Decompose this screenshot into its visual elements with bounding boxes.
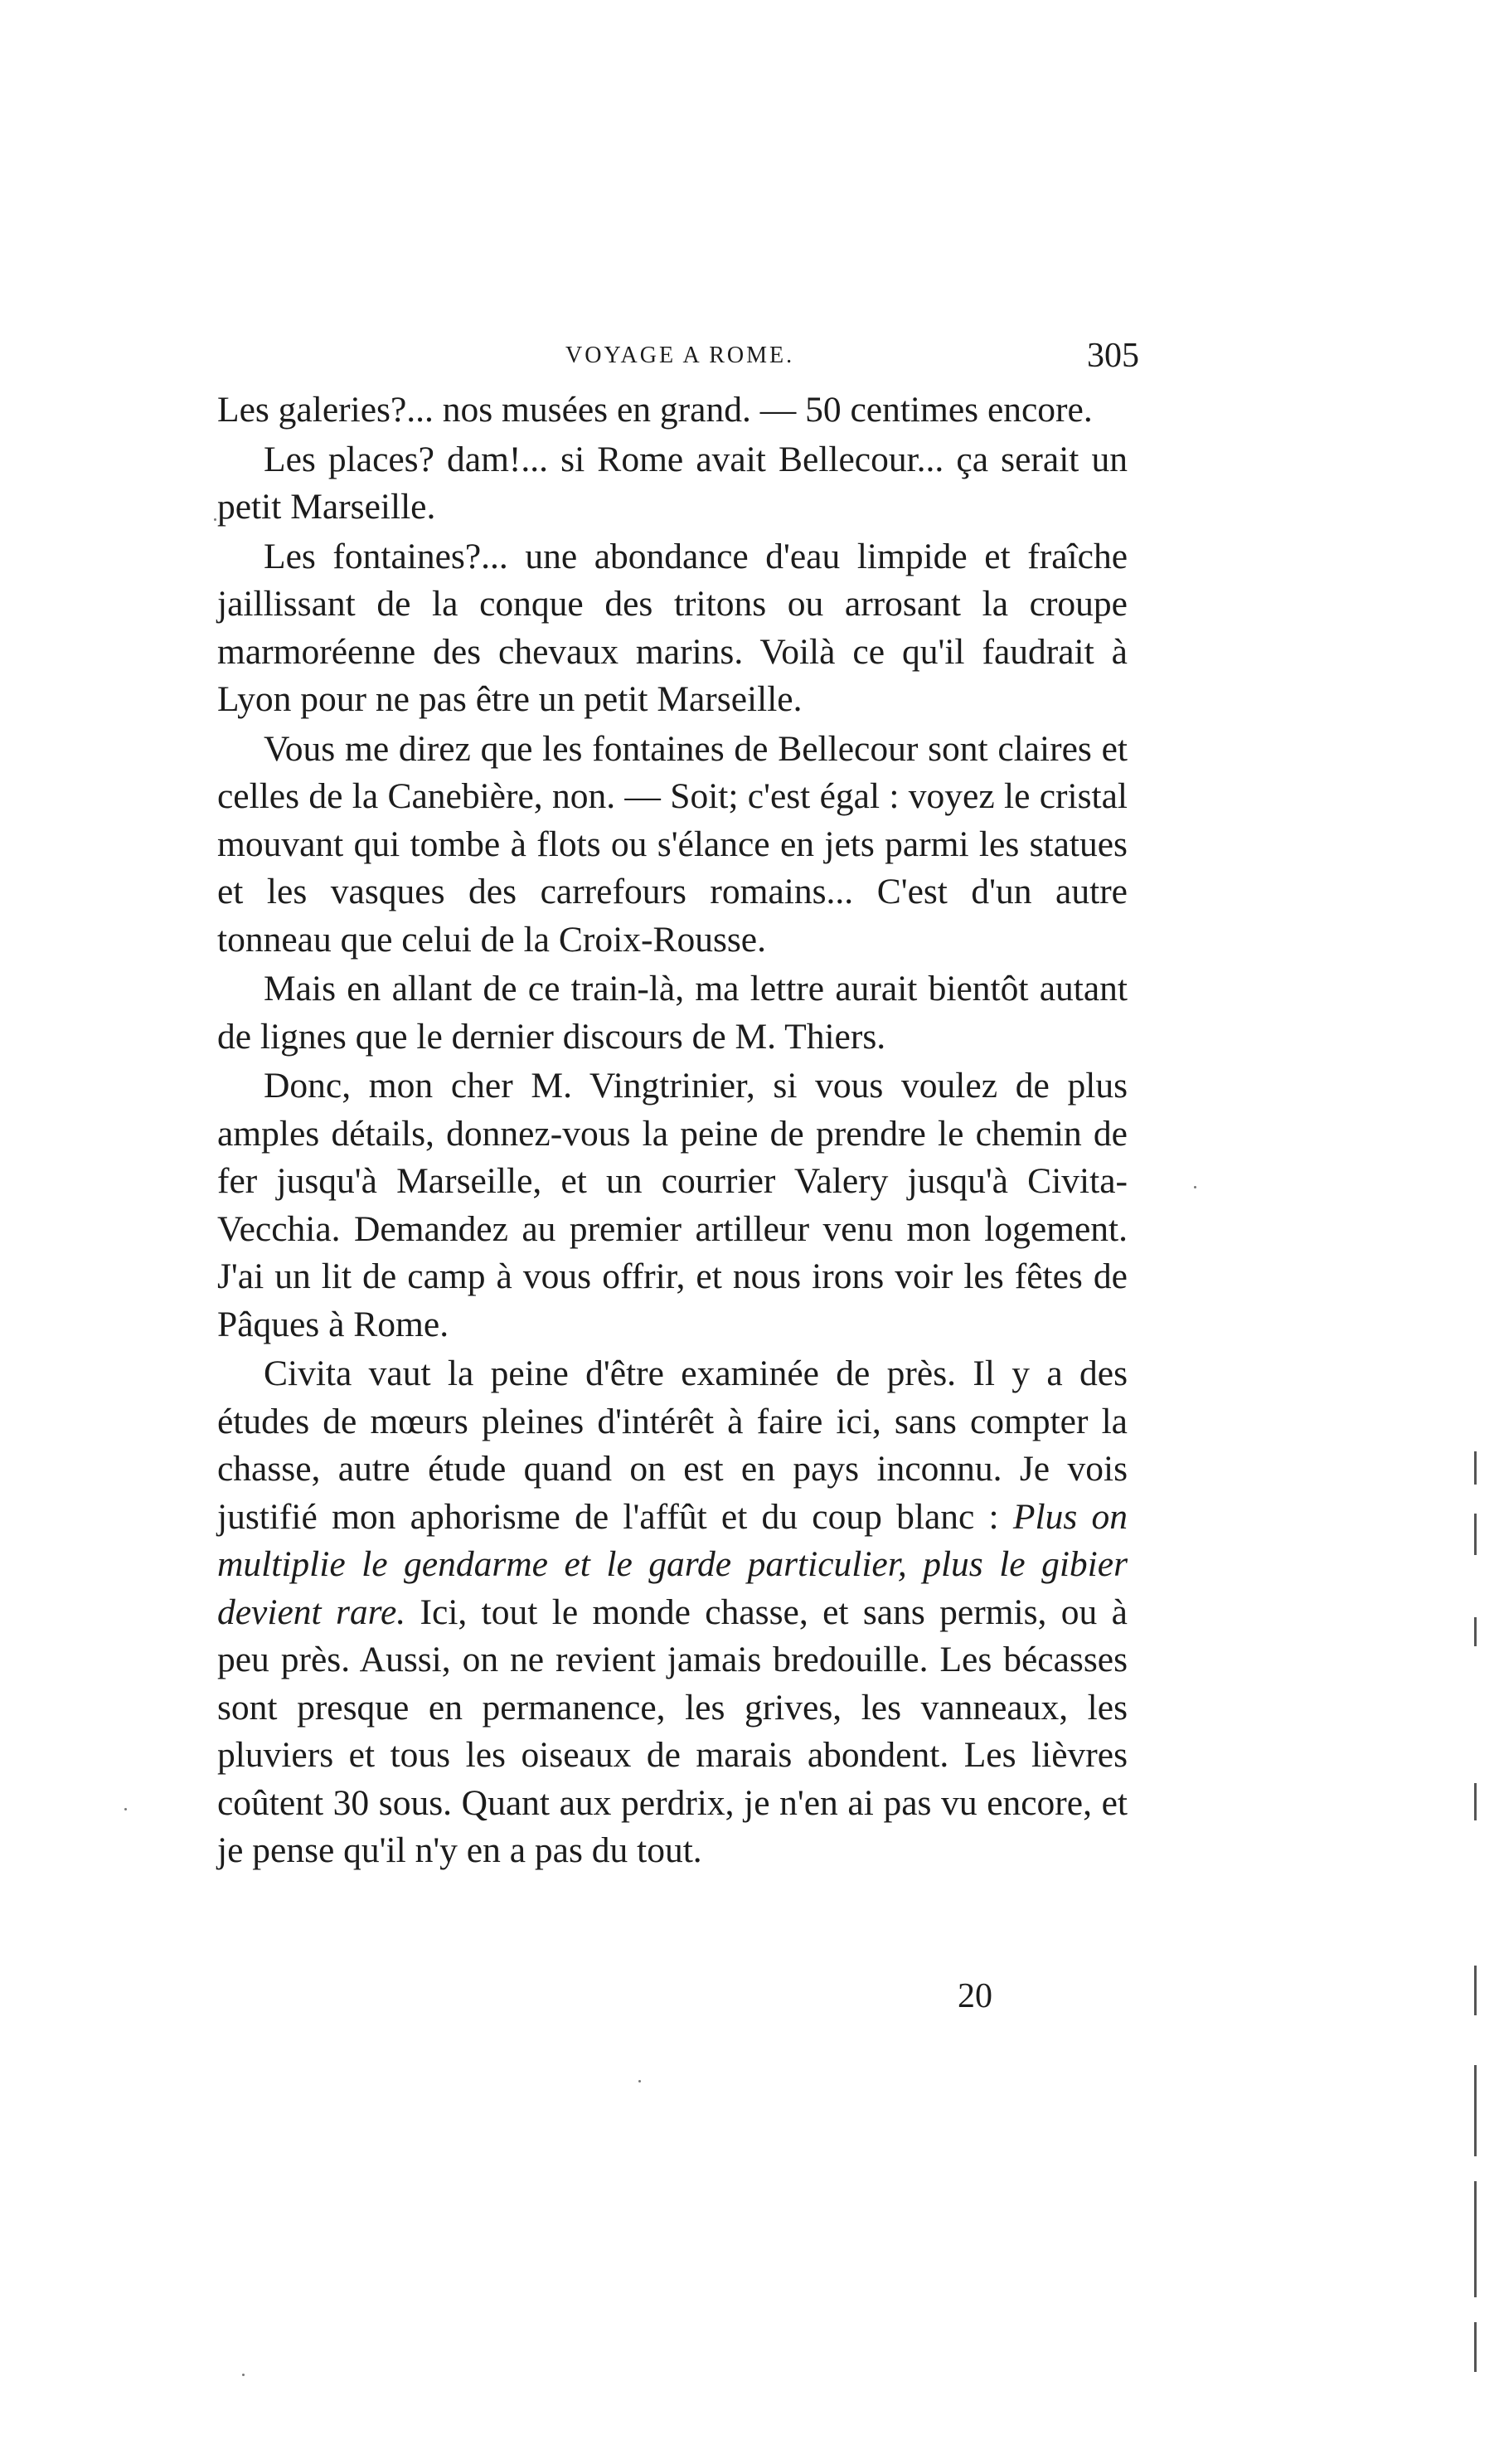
signature-mark: 20	[958, 1977, 992, 2015]
page-header	[217, 336, 1139, 386]
paragraph: Mais en allant de ce train-là, ma lettre aurait bientôt autant de lignes que le dernier discours de M. Thiers.	[217, 969, 1128, 1057]
body-text	[217, 386, 1128, 1875]
paragraph: Vous me direz que les fontaines de Bellecour sont claires et celles de la Canebière, non. — Soit; c'est égal : voyez le cristal mouvant qui tombe à flots ou s'élance en jets parmi les statues et les vasques des carrefours romains... C'est d'un autre tonneau que celui de la Croix-Rousse.	[217, 728, 1128, 960]
scan-mark	[1474, 1966, 1477, 2015]
italic-aphorism: Plus on multiplie le gendarme et le garde particulier, plus le gibier devient rare.	[217, 1496, 1128, 1632]
running-head: VOYAGE A ROME.	[565, 343, 795, 368]
paragraph: Les places? dam!... si Rome avait Bellecour... ça serait un petit Marseille.	[217, 439, 1128, 527]
scan-mark	[1474, 1617, 1477, 1646]
speck	[1194, 1186, 1196, 1188]
paragraph-text: Ici, tout le monde chasse, et sans permis, ou à peu près. Aussi, on ne revient jamais bredouille. Les bécasses sont presque en permanence, les grives, les vanneaux, les pluviers et tous les oiseaux de marais abondent. Les lièvres coûtent 30 sous. Quant aux perdrix, je n'en ai pas vu encore, et je pense qu'il n'y en a pas du tout.	[217, 1592, 1128, 1870]
speck	[638, 2080, 641, 2082]
speck	[124, 1808, 127, 1810]
scan-edge-marks	[1474, 1451, 1481, 2422]
paragraph: Les fontaines?... une abondance d'eau limpide et fraîche jaillissant de la conque des tritons ou arrosant la croupe marmoréenne des chevaux marins. Voilà ce qu'il faudrait à Lyon pour ne pas être un petit Marseille.	[217, 536, 1128, 719]
paragraph: Les galeries?... nos musées en grand. — 50 centimes encore.	[217, 390, 1093, 430]
paragraph: Donc, mon cher M. Vingtrinier, si vous voulez de plus amples détails, donnez-vous la peine de prendre le chemin de fer jusqu'à Marseille, et un courrier Valery jusqu'à Civita-Vecchia. Demandez au premier artilleur venu mon logement. J'ai un lit de camp à vous offrir, et nous irons voir les fêtes de Pâques à Rome.	[217, 1066, 1128, 1344]
speck	[242, 2374, 245, 2376]
page-number: 305	[1087, 337, 1139, 375]
scan-mark	[1474, 2181, 1477, 2297]
scan-mark	[1474, 1783, 1477, 1820]
scan-mark	[1474, 2322, 1477, 2372]
scan-mark	[1474, 1451, 1477, 1485]
scan-mark	[1474, 2065, 1477, 2156]
speck	[214, 518, 216, 521]
paragraph-text: Civita vaut la peine d'être examinée de près. Il y a des études de mœurs pleines d'intérêt à faire ici, sans compter la chasse, autre étude quand on est en pays inconnu. Je vois justifié mon aphorisme de l'affût et du coup blanc :	[217, 1353, 1128, 1537]
paragraph	[217, 1350, 1128, 1875]
scan-mark	[1474, 1514, 1477, 1555]
